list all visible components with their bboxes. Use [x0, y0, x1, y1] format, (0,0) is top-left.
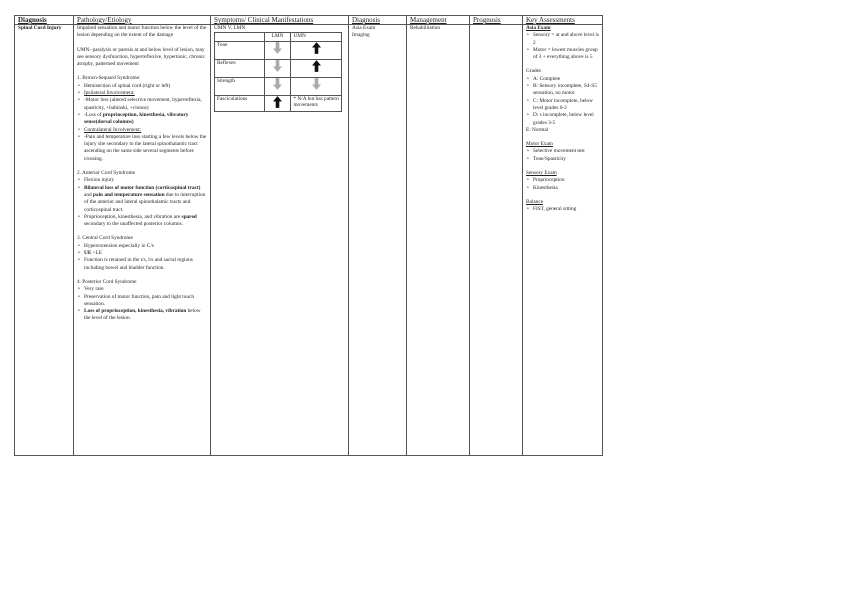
list-item — [77, 214, 207, 229]
header-management: Management — [407, 16, 470, 25]
motor-title: Motor Exam — [526, 141, 553, 148]
cc-title: 3. Central Cord Syndrome — [77, 235, 133, 242]
list-item — [77, 308, 207, 323]
table-row — [15, 25, 603, 456]
bold-text: spared — [181, 213, 197, 220]
diag-item: Asia Exam — [352, 25, 376, 31]
col-umn: UMN — [291, 33, 342, 41]
row-label: Reflexes — [215, 59, 265, 77]
list-item: • FIST, general sitting — [526, 206, 599, 213]
row-label: Tone — [215, 41, 265, 59]
list-item: • Kinesthesia — [526, 185, 599, 192]
header-diagnosis-tests: Diagnosis — [349, 16, 407, 25]
arrow-down-icon — [264, 41, 291, 59]
list-item — [77, 250, 207, 257]
bold-text: UE — [84, 250, 92, 257]
umn-lmn-title: UMN V. LMN — [214, 25, 246, 31]
list-item: • D: s incomplete, below level grades 3-5 — [526, 112, 599, 127]
text: secondary to the unaffected posterior columns. — [84, 221, 184, 228]
bold-text: proprioception, kinesthesia, vibratory sense(dorsal columns) — [84, 111, 189, 126]
bold-text: pain and temperature sensation — [92, 191, 165, 198]
row-fasciculations — [215, 95, 342, 111]
list-item: • Tone/Spasticity — [526, 156, 599, 163]
management-cell — [407, 25, 470, 456]
col-lmn: LMN — [264, 33, 291, 41]
header-symptoms: Symptoms/ Clinical Manifestations — [211, 16, 349, 25]
management-text: Rehabilitation — [410, 25, 441, 31]
text: >LE — [91, 250, 103, 257]
ac-list — [77, 177, 207, 228]
row-strength — [215, 77, 342, 95]
asia-title: Asia Exam — [526, 25, 551, 31]
pc-list — [77, 286, 207, 322]
text: Proprioception, kinesthesia, and vibration are — [84, 213, 182, 220]
list-item: • Contralateral Involvement: — [77, 127, 207, 134]
text: due to interruption of the anterior and lateral spinothalamic tracts and corticospinal tract. — [84, 191, 206, 213]
row-label: Fasciculations — [215, 95, 265, 111]
header-diagnosis: Diagnosis — [15, 16, 74, 25]
umn-text: UMN- paralysis or paresis at and below level of lesion, may see sensory dysfunction, hyperreflexive, hypertonic, chronic atrophy, patterned movement — [77, 46, 205, 68]
list-item: • Hyperextension especially in C/s — [77, 243, 207, 250]
list-item: • Proprioception — [526, 177, 599, 184]
list-item: • Ipsilateral Involvement: — [77, 90, 207, 97]
diagnosis-tests-cell — [349, 25, 407, 456]
disease-table — [14, 15, 603, 456]
text: -Loss of — [84, 111, 103, 118]
pc-title: 4. Posterior Cord Syndrome — [77, 278, 137, 285]
text: and — [84, 191, 93, 198]
ac-title: 2. Anterior Cord Syndrome — [77, 170, 135, 177]
intro-text: Impaired sensation and motor function below the level of the lesion depending on the extent of the damage — [77, 25, 207, 39]
list-item: • Motor = lowest muscles group of 3 + everything above is 5 — [526, 47, 599, 62]
arrow-up-icon — [291, 41, 342, 59]
list-item: • C: Motor incomplete, below level grades 0-2 — [526, 98, 599, 113]
list-item: • Sensory = at and above level is 2 — [526, 32, 599, 47]
inner-header — [215, 33, 342, 41]
sensory-title: Sensory Exam — [526, 170, 557, 177]
row-reflexes — [215, 59, 342, 77]
text: below the level of the lesion. — [84, 308, 201, 322]
list-item — [77, 112, 207, 127]
balance-title: Balance — [526, 198, 544, 205]
list-item: • -Pain and temperature loss starting a few levels below the injury site secondary to the lateral spinothalamic tract ascending on the same side several segments before crossing. — [77, 134, 207, 163]
list-item: • Function is retained in the t/s, l/s and sacral regions including bowel and bladder function. — [77, 257, 207, 272]
list-item: • Selective movement test — [526, 148, 599, 155]
diag-item: Imaging — [352, 32, 370, 39]
grades-title: Grades — [526, 68, 542, 75]
diagnosis-name: Spinal Cord Injury — [18, 25, 62, 31]
umn-lmn-table — [214, 32, 342, 112]
header-pathology: Pathology/Etiology — [74, 16, 211, 25]
grade-e: E: Normal — [526, 126, 549, 133]
pathology-cell — [74, 25, 211, 456]
list-item: • Hemisection of spinal cord (right or left) — [77, 83, 207, 90]
bold-text: Bilateral loss of motor function (corticospinal tract) — [84, 184, 201, 191]
list-item: • A: Complete — [526, 76, 599, 83]
list-item — [77, 185, 207, 214]
arrow-up-icon — [264, 95, 291, 111]
symptoms-cell — [211, 25, 349, 456]
list-item: • Very rare — [77, 286, 207, 293]
list-item: • Flexion injury — [77, 177, 207, 184]
bs-list — [77, 83, 207, 163]
cc-list — [77, 243, 207, 272]
header-row — [15, 16, 603, 25]
arrow-down-icon — [264, 77, 291, 95]
list-item: • B: Sensory incomplete, S4-S5 sensation, no motor — [526, 83, 599, 98]
bold-text: Loss of proprioception, kinesthesia, vibration — [84, 308, 187, 315]
row-tone — [215, 41, 342, 59]
arrow-down-icon — [264, 59, 291, 77]
arrow-up-icon — [291, 59, 342, 77]
key-assessments-cell — [523, 25, 603, 456]
header-key-assessments: Key Assessments — [523, 16, 603, 25]
prognosis-cell — [470, 25, 523, 456]
bs-title: 1. Brown-Sequard Syndrome: — [77, 75, 141, 82]
diagnosis-cell — [15, 25, 74, 456]
list-item: • -Motor loss (altered selective movement, hyperreflexia, spasticity, +babinski, +clonus) — [77, 97, 207, 112]
arrow-down-icon — [291, 77, 342, 95]
umn-note: * N/A but has pattern movements — [291, 95, 342, 111]
row-label: Strength — [215, 77, 265, 95]
header-prognosis: Prognosis — [470, 16, 523, 25]
list-item: • Preservation of motor function, pain and light touch sensation. — [77, 294, 207, 309]
